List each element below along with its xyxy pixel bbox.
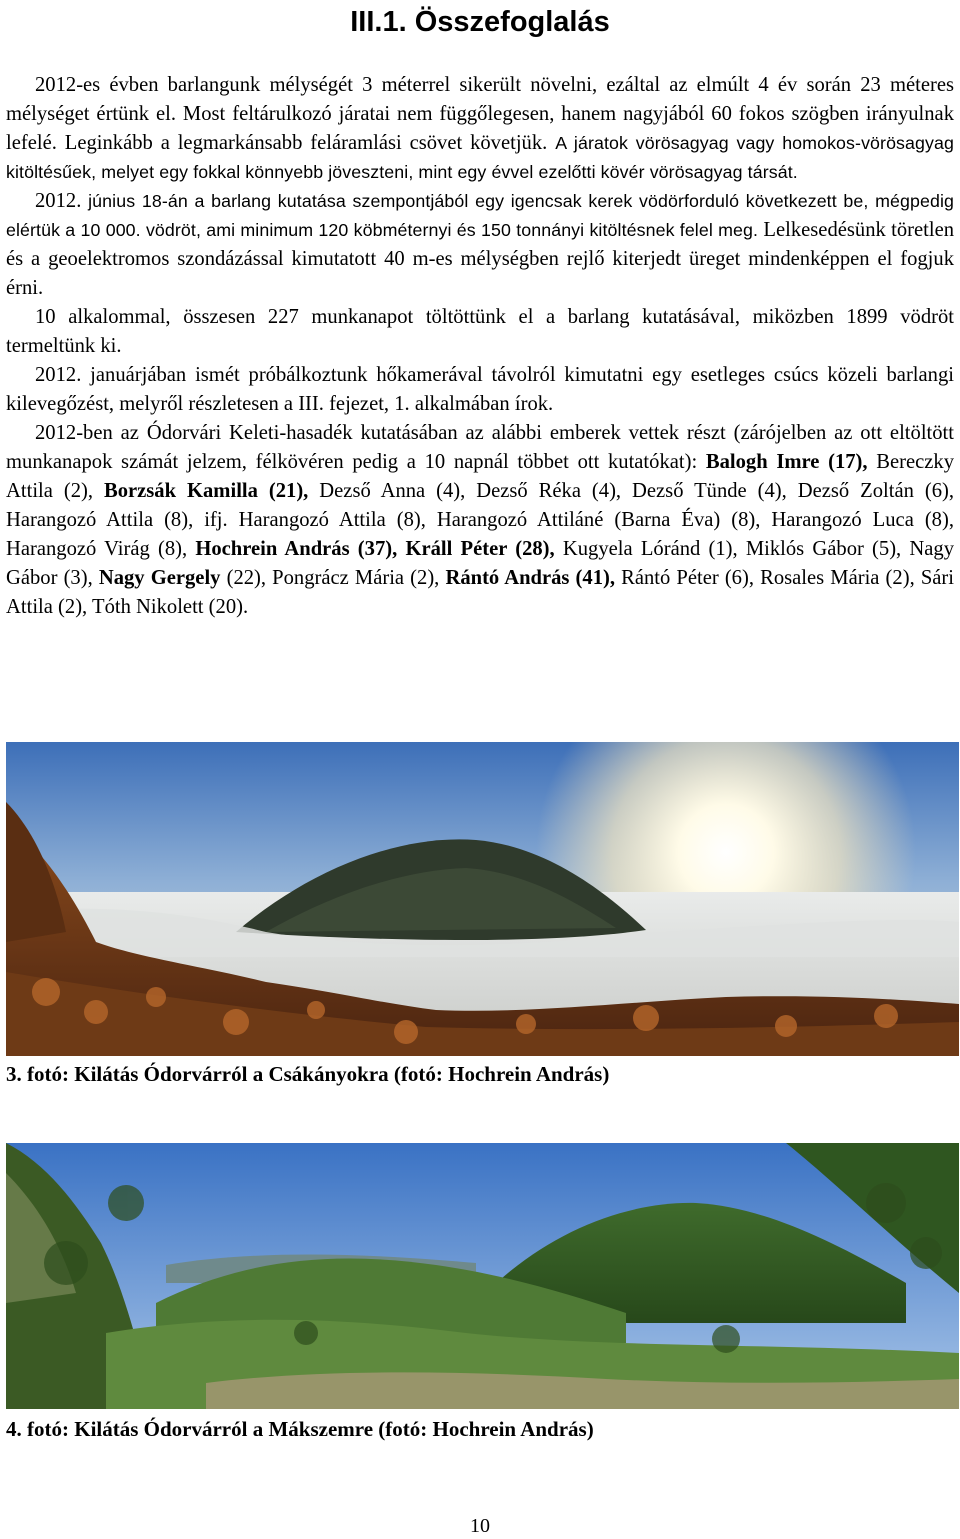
participant-bold: Nagy Gergely <box>98 567 221 589</box>
figure-caption: 3. fotó: Kilátás Ódorvárról a Csákányokra (fotó: Hochrein András) <box>6 1062 610 1086</box>
section-heading: III.1. Összefoglalás <box>350 6 610 38</box>
paragraph-3: 10 alkalommal, összesen 227 munkanapot töltöttünk el a barlang kutatásával, miközben 1899 vödröt termeltünk ki. <box>6 306 954 357</box>
participant-bold: Borzsák Kamilla (21), <box>103 480 309 502</box>
paragraph-4: 2012. januárjában ismét próbálkoztunk hőkamerával távolról kimutatni egy esetleges csúcs közeli barlangi kilevegőzést, melyről részletesen a III. fejezet, 1. alkalmában írok. <box>6 364 954 415</box>
paragraph-2-year: 2012. <box>35 190 82 212</box>
participant-bold: Rántó András (41), <box>445 567 615 589</box>
participant-bold: Balogh Imre (17), <box>705 451 868 473</box>
photo-valley-panorama <box>6 1143 959 1409</box>
paragraph-2 <box>6 187 954 303</box>
paragraph-2-serif: Lelkesedésünk töretlen és a geoelektromos szondázással kimutatott 40 m-es mélységben rejlő kiterjedt üreget mindenképpen el fogjuk érni. <box>6 219 955 299</box>
participant-list: Dezső Anna (4), Dezső Réka (4), Dezső Tünde (4), Dezső Zoltán (6), Harangozó Attila (8), ifj. Harangozó Attila (8), Harangozó Attiláné (Barna Éva) (8), Harangozó Luca (8), Harangozó Virág (8), <box>6 480 955 560</box>
paragraph-5 <box>6 419 954 622</box>
page-number: 10 <box>470 1515 490 1537</box>
figure-caption: 4. fotó: Kilátás Ódorvárról a Mákszemre (fotó: Hochrein András) <box>6 1417 594 1441</box>
participant-list: Rántó Péter (6), Rosales Mária (2), Sári Attila (2), Tóth Nikolett (20). <box>6 567 954 618</box>
paragraph-2-sans: június 18-án a barlang kutatása szempontjából egy igencsak kerek vödörforduló következett be, mégpedig elértük a 10 000. vödröt, ami minimum 120 köbméternyi és 150 tonnányi kitöltésnek felel meg. <box>6 191 954 240</box>
participant-list: Bereczky Attila (2), <box>6 451 955 502</box>
participant-bold: Hochrein András (37), Králl Péter (28), <box>195 538 555 560</box>
participant-list: Kugyela Lóránd (1), Miklós Gábor (5), Nagy Gábor (3), <box>6 538 954 589</box>
participant-list: (22), Pongrácz Mária (2), <box>220 567 446 589</box>
photo-fog-sunrise <box>6 742 959 1056</box>
participants-intro: 2012-ben az Ódorvári Keleti-hasadék kutatásában az alábbi emberek vettek részt (zárójelben az ott eltöltött munkanapok számát jelzem, félkövéren pedig a 10 napnál többet ott kutatókat): <box>6 422 954 473</box>
paragraph-1-serif: 2012-es évben barlangunk mélységét 3 méterrel sikerült növelni, ezáltal az elmúlt 4 év során 23 méteres mélységet értünk el. Most feltárulkozó járatai nem függőlegesen, hanem nagyjából 60 fokos szögben irányulnak lefelé. Leginkább a legmarkánsabb feláramlási csövet követjük. <box>6 74 954 154</box>
paragraph-1-sans: A járatok vörösagyag vagy homokos-vörösagyag kitöltésűek, melyet egy fokkal könnyebb jöveszteni, mint egy évvel ezelőtti kövér vörösagyag társát. <box>6 133 954 182</box>
paragraph-1 <box>6 71 954 187</box>
body-text <box>6 71 954 622</box>
